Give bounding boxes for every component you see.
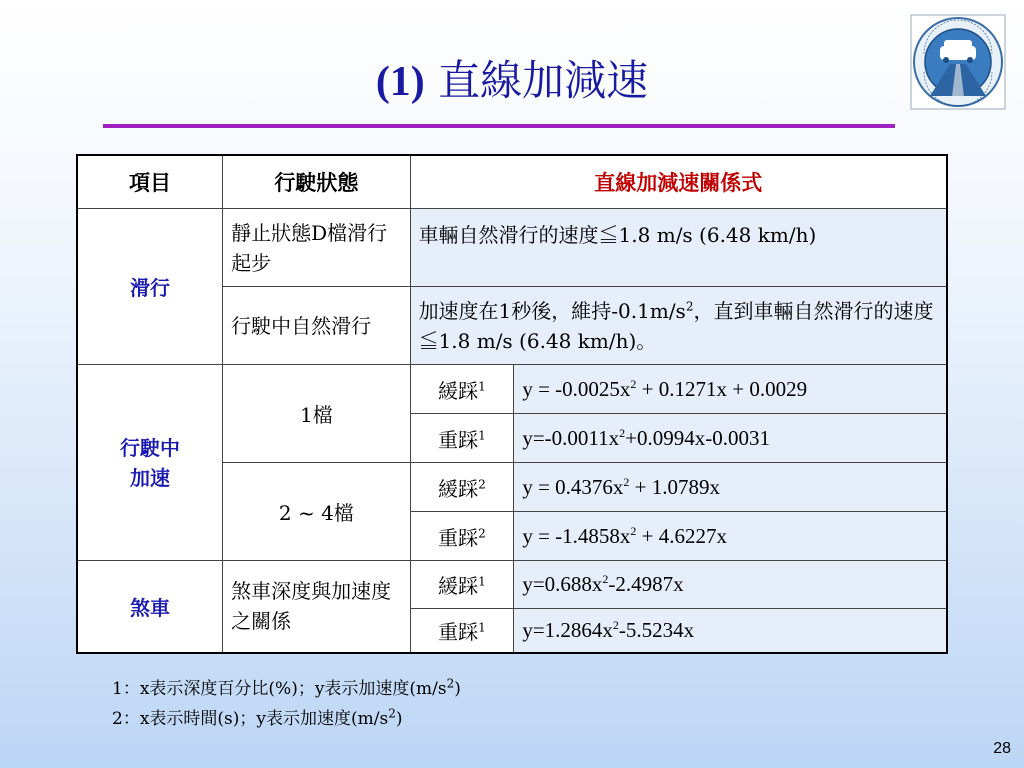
title-underline (103, 124, 895, 128)
equation-part: y=0.688x (522, 572, 603, 596)
equation-exponent: 2 (619, 425, 626, 440)
formula-cell: 車輛自然滑行的速度≦1.8 m/s (6.48 km/h) (410, 209, 947, 287)
table-header-row (77, 155, 947, 209)
equation-cell (514, 512, 947, 561)
equation-cell (514, 365, 947, 414)
equation-part: y = 0.4376x (522, 474, 624, 499)
equation-exponent: 2 (630, 376, 637, 391)
table-row (77, 209, 947, 287)
equation-exponent: 2 (612, 617, 619, 632)
research-center-logo-icon (910, 14, 1006, 110)
page-number: 28 (993, 740, 1011, 757)
state-cell: 靜止狀態D檔滑行起步 (223, 209, 410, 287)
equation-exponent: 2 (623, 474, 630, 489)
state-cell: 煞車深度與加速度之關係 (223, 561, 410, 653)
pedal-label: 重踩 (438, 427, 479, 452)
equation-part: y = -0.0025x (522, 376, 631, 401)
footnote-superscript: 2 (388, 706, 396, 721)
slide-title (0, 48, 1024, 108)
footnote-text: 1：x表示深度百分比(%)；y表示加速度(m/s (112, 679, 447, 699)
table-row (77, 561, 947, 609)
note-marker: 1 (478, 620, 486, 635)
equation-part: + 1.0789x (629, 474, 720, 499)
formula-cell (410, 287, 947, 365)
pedal-cell (410, 561, 514, 609)
pedal-label: 重踩 (438, 525, 479, 550)
note-marker: 1 (478, 378, 486, 393)
pedal-cell (410, 414, 514, 463)
note-marker: 1 (478, 574, 486, 589)
superscript: 2 (685, 298, 694, 313)
equation-part: y=-0.0011x (522, 425, 620, 450)
category-glide: 滑行 (77, 209, 223, 365)
header-driving-state: 行駛狀態 (223, 155, 410, 209)
footnote-text: ) (395, 709, 403, 729)
equation-part: + 0.1271x + 0.0029 (636, 376, 808, 401)
note-marker: 2 (478, 476, 486, 491)
pedal-cell (410, 512, 514, 561)
equation-cell (514, 609, 947, 653)
pedal-label: 重踩 (438, 619, 479, 644)
gear-cell: 2 ~ 4檔 (223, 463, 410, 561)
pedal-cell (410, 365, 514, 414)
footnote (112, 704, 461, 734)
deceleration-table (76, 154, 948, 654)
formula-text: ，直到車輛自然滑行的速度≦1.8 m/s (6.48 km/h)。 (418, 298, 934, 353)
category-accelerate (77, 365, 223, 561)
category-brake: 煞車 (77, 561, 223, 653)
equation-cell (514, 414, 947, 463)
pedal-label: 緩踩 (438, 378, 479, 403)
title-text: 直線加減速 (438, 56, 649, 105)
equation-part: +0.0994x-0.0031 (625, 425, 770, 450)
note-marker: 1 (478, 427, 486, 442)
footnote (112, 674, 461, 704)
footnotes (112, 674, 461, 734)
equation-cell (514, 561, 947, 609)
footnote-superscript: 2 (446, 676, 455, 691)
note-marker: 2 (478, 525, 486, 540)
footnote-text: 2：x表示時間(s)；y表示加速度(m/s (112, 709, 389, 729)
state-cell: 行駛中自然滑行 (223, 287, 410, 365)
equation-part: -2.4987x (608, 572, 684, 596)
equation-part: y=1.2864x (522, 617, 613, 642)
equation-part: y = -1.4858x (522, 523, 631, 548)
equation-part: + 4.6227x (636, 523, 727, 548)
header-item: 項目 (77, 155, 223, 209)
formula-text: 加速度在1秒後，維持-0.1m/s (418, 298, 686, 323)
category-line: 加速 (130, 465, 171, 490)
pedal-cell (410, 463, 514, 512)
equation-part: -5.5234x (618, 617, 695, 642)
gear-cell: 1檔 (223, 365, 410, 463)
pedal-label: 緩踩 (438, 574, 479, 598)
equation-exponent: 2 (630, 523, 637, 538)
title-number: (1) (375, 59, 425, 105)
equation-exponent: 2 (602, 572, 609, 586)
pedal-cell (410, 609, 514, 653)
table-row (77, 365, 947, 414)
equation-cell (514, 463, 947, 512)
category-line: 行駛中 (120, 435, 181, 460)
pedal-label: 緩踩 (438, 476, 479, 501)
footnote-text: ) (454, 679, 461, 699)
header-formula: 直線加減速關係式 (410, 155, 947, 209)
